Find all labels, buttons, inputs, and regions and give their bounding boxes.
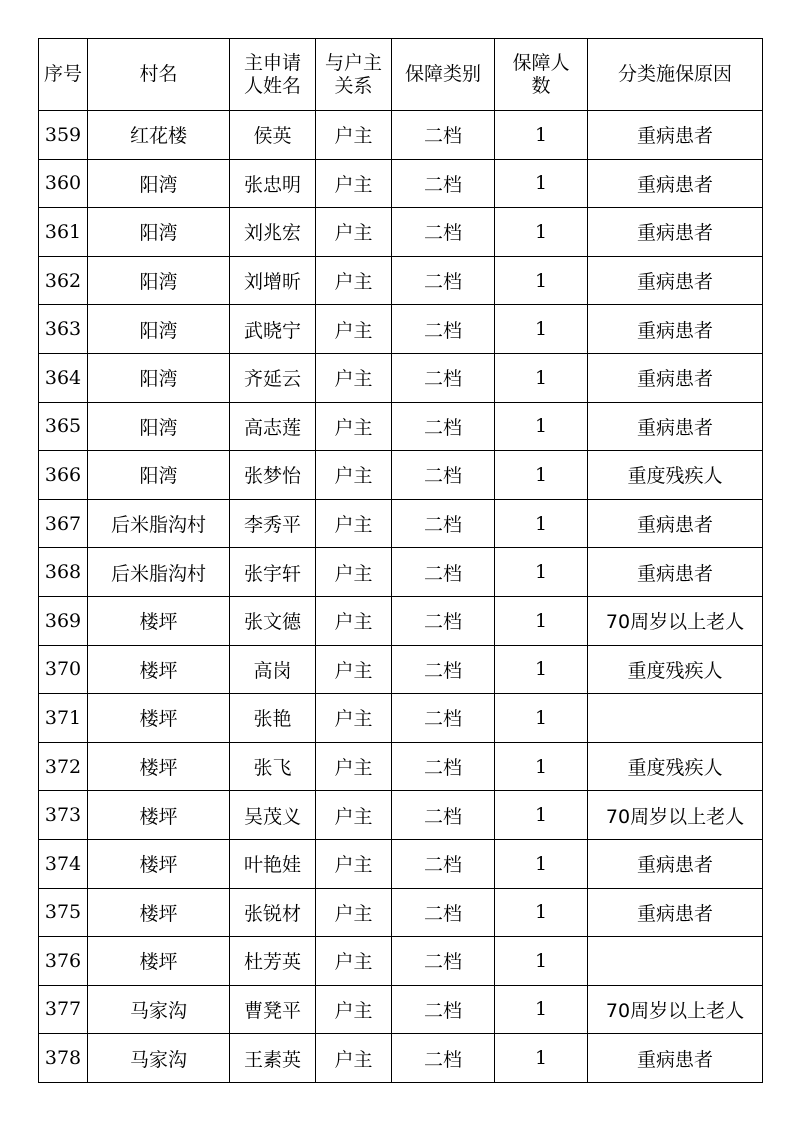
cell-applicant-name: 叶艳娃 bbox=[230, 839, 316, 888]
cell-seq: 359 bbox=[39, 111, 88, 160]
cell-applicant-name: 高岗 bbox=[230, 645, 316, 694]
cell-relation: 户主 bbox=[316, 451, 392, 500]
cell-category: 二档 bbox=[392, 499, 495, 548]
cell-village: 阳湾 bbox=[88, 159, 230, 208]
cell-applicant-name: 张梦怡 bbox=[230, 451, 316, 500]
cell-applicant-name: 张飞 bbox=[230, 742, 316, 791]
cell-category: 二档 bbox=[392, 839, 495, 888]
cell-count: 1 bbox=[495, 111, 588, 160]
cell-seq: 360 bbox=[39, 159, 88, 208]
cell-applicant-name: 曹凳平 bbox=[230, 985, 316, 1034]
cell-reason: 重病患者 bbox=[588, 305, 763, 354]
header-village: 村名 bbox=[88, 39, 230, 111]
cell-category: 二档 bbox=[392, 596, 495, 645]
cell-village: 阳湾 bbox=[88, 451, 230, 500]
cell-seq: 367 bbox=[39, 499, 88, 548]
table-row bbox=[39, 645, 763, 694]
cell-village: 楼坪 bbox=[88, 742, 230, 791]
cell-village: 马家沟 bbox=[88, 985, 230, 1034]
cell-count: 1 bbox=[495, 402, 588, 451]
table-row bbox=[39, 256, 763, 305]
cell-seq: 372 bbox=[39, 742, 88, 791]
cell-seq: 368 bbox=[39, 548, 88, 597]
cell-relation: 户主 bbox=[316, 111, 392, 160]
cell-village: 楼坪 bbox=[88, 839, 230, 888]
table-row bbox=[39, 937, 763, 986]
cell-reason: 重病患者 bbox=[588, 256, 763, 305]
cell-seq: 362 bbox=[39, 256, 88, 305]
cell-count: 1 bbox=[495, 645, 588, 694]
table-body bbox=[39, 111, 763, 1083]
cell-relation: 户主 bbox=[316, 888, 392, 937]
table-row bbox=[39, 839, 763, 888]
table-row bbox=[39, 451, 763, 500]
cell-relation: 户主 bbox=[316, 548, 392, 597]
cell-village: 楼坪 bbox=[88, 645, 230, 694]
cell-category: 二档 bbox=[392, 451, 495, 500]
table-row bbox=[39, 305, 763, 354]
cell-reason: 重病患者 bbox=[588, 353, 763, 402]
cell-reason: 重病患者 bbox=[588, 548, 763, 597]
cell-applicant-name: 武晓宁 bbox=[230, 305, 316, 354]
header-row bbox=[39, 39, 763, 111]
cell-reason: 重病患者 bbox=[588, 839, 763, 888]
cell-reason: 70周岁以上老人 bbox=[588, 596, 763, 645]
header-seq: 序号 bbox=[39, 39, 88, 111]
cell-category: 二档 bbox=[392, 548, 495, 597]
cell-category: 二档 bbox=[392, 791, 495, 840]
cell-village: 楼坪 bbox=[88, 596, 230, 645]
header-relation-line1: 与户主 bbox=[324, 51, 382, 74]
cell-count: 1 bbox=[495, 159, 588, 208]
cell-applicant-name: 张锐材 bbox=[230, 888, 316, 937]
cell-seq: 376 bbox=[39, 937, 88, 986]
cell-seq: 377 bbox=[39, 985, 88, 1034]
cell-reason: 重度残疾人 bbox=[588, 451, 763, 500]
cell-reason bbox=[588, 694, 763, 743]
cell-relation: 户主 bbox=[316, 791, 392, 840]
cell-count: 1 bbox=[495, 937, 588, 986]
cell-category: 二档 bbox=[392, 937, 495, 986]
table-row bbox=[39, 742, 763, 791]
cell-applicant-name: 侯英 bbox=[230, 111, 316, 160]
cell-relation: 户主 bbox=[316, 208, 392, 257]
table-row bbox=[39, 888, 763, 937]
cell-applicant-name: 张艳 bbox=[230, 694, 316, 743]
cell-category: 二档 bbox=[392, 402, 495, 451]
cell-count: 1 bbox=[495, 548, 588, 597]
table-row bbox=[39, 353, 763, 402]
cell-applicant-name: 王素英 bbox=[230, 1034, 316, 1083]
cell-relation: 户主 bbox=[316, 645, 392, 694]
cell-village: 红花楼 bbox=[88, 111, 230, 160]
cell-count: 1 bbox=[495, 888, 588, 937]
cell-village: 楼坪 bbox=[88, 888, 230, 937]
cell-relation: 户主 bbox=[316, 402, 392, 451]
cell-count: 1 bbox=[495, 451, 588, 500]
cell-seq: 363 bbox=[39, 305, 88, 354]
cell-category: 二档 bbox=[392, 353, 495, 402]
cell-applicant-name: 杜芳英 bbox=[230, 937, 316, 986]
table-row bbox=[39, 402, 763, 451]
cell-relation: 户主 bbox=[316, 742, 392, 791]
cell-village: 楼坪 bbox=[88, 937, 230, 986]
table-row bbox=[39, 548, 763, 597]
cell-count: 1 bbox=[495, 1034, 588, 1083]
cell-relation: 户主 bbox=[316, 499, 392, 548]
cell-village: 马家沟 bbox=[88, 1034, 230, 1083]
cell-applicant-name: 刘兆宏 bbox=[230, 208, 316, 257]
table-row bbox=[39, 159, 763, 208]
cell-category: 二档 bbox=[392, 305, 495, 354]
cell-category: 二档 bbox=[392, 985, 495, 1034]
cell-reason: 重病患者 bbox=[588, 888, 763, 937]
cell-applicant-name: 李秀平 bbox=[230, 499, 316, 548]
cell-count: 1 bbox=[495, 839, 588, 888]
table-row bbox=[39, 791, 763, 840]
cell-seq: 375 bbox=[39, 888, 88, 937]
cell-count: 1 bbox=[495, 742, 588, 791]
cell-category: 二档 bbox=[392, 694, 495, 743]
cell-seq: 374 bbox=[39, 839, 88, 888]
header-applicant-name bbox=[230, 39, 316, 111]
cell-count: 1 bbox=[495, 208, 588, 257]
cell-relation: 户主 bbox=[316, 159, 392, 208]
cell-seq: 370 bbox=[39, 645, 88, 694]
cell-applicant-name: 张文德 bbox=[230, 596, 316, 645]
table-row bbox=[39, 111, 763, 160]
table-row bbox=[39, 985, 763, 1034]
cell-relation: 户主 bbox=[316, 937, 392, 986]
cell-count: 1 bbox=[495, 985, 588, 1034]
cell-village: 阳湾 bbox=[88, 305, 230, 354]
cell-applicant-name: 刘增昕 bbox=[230, 256, 316, 305]
cell-category: 二档 bbox=[392, 159, 495, 208]
cell-count: 1 bbox=[495, 596, 588, 645]
header-category: 保障类别 bbox=[392, 39, 495, 111]
cell-category: 二档 bbox=[392, 256, 495, 305]
cell-category: 二档 bbox=[392, 208, 495, 257]
cell-relation: 户主 bbox=[316, 353, 392, 402]
cell-applicant-name: 张宇轩 bbox=[230, 548, 316, 597]
header-count-line1: 保障人 bbox=[512, 51, 570, 74]
cell-category: 二档 bbox=[392, 888, 495, 937]
cell-village: 阳湾 bbox=[88, 402, 230, 451]
cell-seq: 366 bbox=[39, 451, 88, 500]
table-header bbox=[39, 39, 763, 111]
header-applicant-line1: 主申请 bbox=[243, 51, 301, 74]
cell-seq: 369 bbox=[39, 596, 88, 645]
cell-seq: 364 bbox=[39, 353, 88, 402]
cell-count: 1 bbox=[495, 353, 588, 402]
cell-village: 后米脂沟村 bbox=[88, 499, 230, 548]
cell-reason: 70周岁以上老人 bbox=[588, 985, 763, 1034]
cell-count: 1 bbox=[495, 305, 588, 354]
cell-applicant-name: 高志莲 bbox=[230, 402, 316, 451]
cell-reason: 重度残疾人 bbox=[588, 645, 763, 694]
header-count-line2: 数 bbox=[531, 74, 551, 97]
cell-relation: 户主 bbox=[316, 256, 392, 305]
table-row bbox=[39, 596, 763, 645]
cell-category: 二档 bbox=[392, 645, 495, 694]
cell-village: 阳湾 bbox=[88, 256, 230, 305]
cell-reason: 重病患者 bbox=[588, 402, 763, 451]
table-row bbox=[39, 499, 763, 548]
cell-seq: 378 bbox=[39, 1034, 88, 1083]
header-applicant-line2: 人姓名 bbox=[243, 74, 301, 97]
cell-reason: 重病患者 bbox=[588, 499, 763, 548]
table-row bbox=[39, 208, 763, 257]
cell-village: 后米脂沟村 bbox=[88, 548, 230, 597]
cell-category: 二档 bbox=[392, 742, 495, 791]
cell-relation: 户主 bbox=[316, 1034, 392, 1083]
cell-reason: 重病患者 bbox=[588, 111, 763, 160]
cell-applicant-name: 张忠明 bbox=[230, 159, 316, 208]
header-relation-line2: 关系 bbox=[334, 74, 373, 97]
header-reason: 分类施保原因 bbox=[588, 39, 763, 111]
cell-reason: 重病患者 bbox=[588, 159, 763, 208]
cell-relation: 户主 bbox=[316, 305, 392, 354]
cell-reason: 重病患者 bbox=[588, 1034, 763, 1083]
cell-relation: 户主 bbox=[316, 839, 392, 888]
table-row bbox=[39, 1034, 763, 1083]
cell-reason bbox=[588, 937, 763, 986]
header-relation bbox=[316, 39, 392, 111]
table-row bbox=[39, 694, 763, 743]
cell-village: 楼坪 bbox=[88, 694, 230, 743]
cell-seq: 373 bbox=[39, 791, 88, 840]
header-count bbox=[495, 39, 588, 111]
cell-category: 二档 bbox=[392, 1034, 495, 1083]
cell-seq: 361 bbox=[39, 208, 88, 257]
cell-reason: 重度残疾人 bbox=[588, 742, 763, 791]
cell-village: 楼坪 bbox=[88, 791, 230, 840]
cell-reason: 70周岁以上老人 bbox=[588, 791, 763, 840]
cell-category: 二档 bbox=[392, 111, 495, 160]
cell-applicant-name: 吴茂义 bbox=[230, 791, 316, 840]
cell-seq: 365 bbox=[39, 402, 88, 451]
cell-village: 阳湾 bbox=[88, 353, 230, 402]
cell-applicant-name: 齐延云 bbox=[230, 353, 316, 402]
assistance-roster-table bbox=[38, 38, 763, 1083]
cell-relation: 户主 bbox=[316, 694, 392, 743]
cell-relation: 户主 bbox=[316, 985, 392, 1034]
cell-count: 1 bbox=[495, 694, 588, 743]
cell-count: 1 bbox=[495, 256, 588, 305]
cell-village: 阳湾 bbox=[88, 208, 230, 257]
cell-reason: 重病患者 bbox=[588, 208, 763, 257]
cell-relation: 户主 bbox=[316, 596, 392, 645]
cell-seq: 371 bbox=[39, 694, 88, 743]
cell-count: 1 bbox=[495, 499, 588, 548]
cell-count: 1 bbox=[495, 791, 588, 840]
